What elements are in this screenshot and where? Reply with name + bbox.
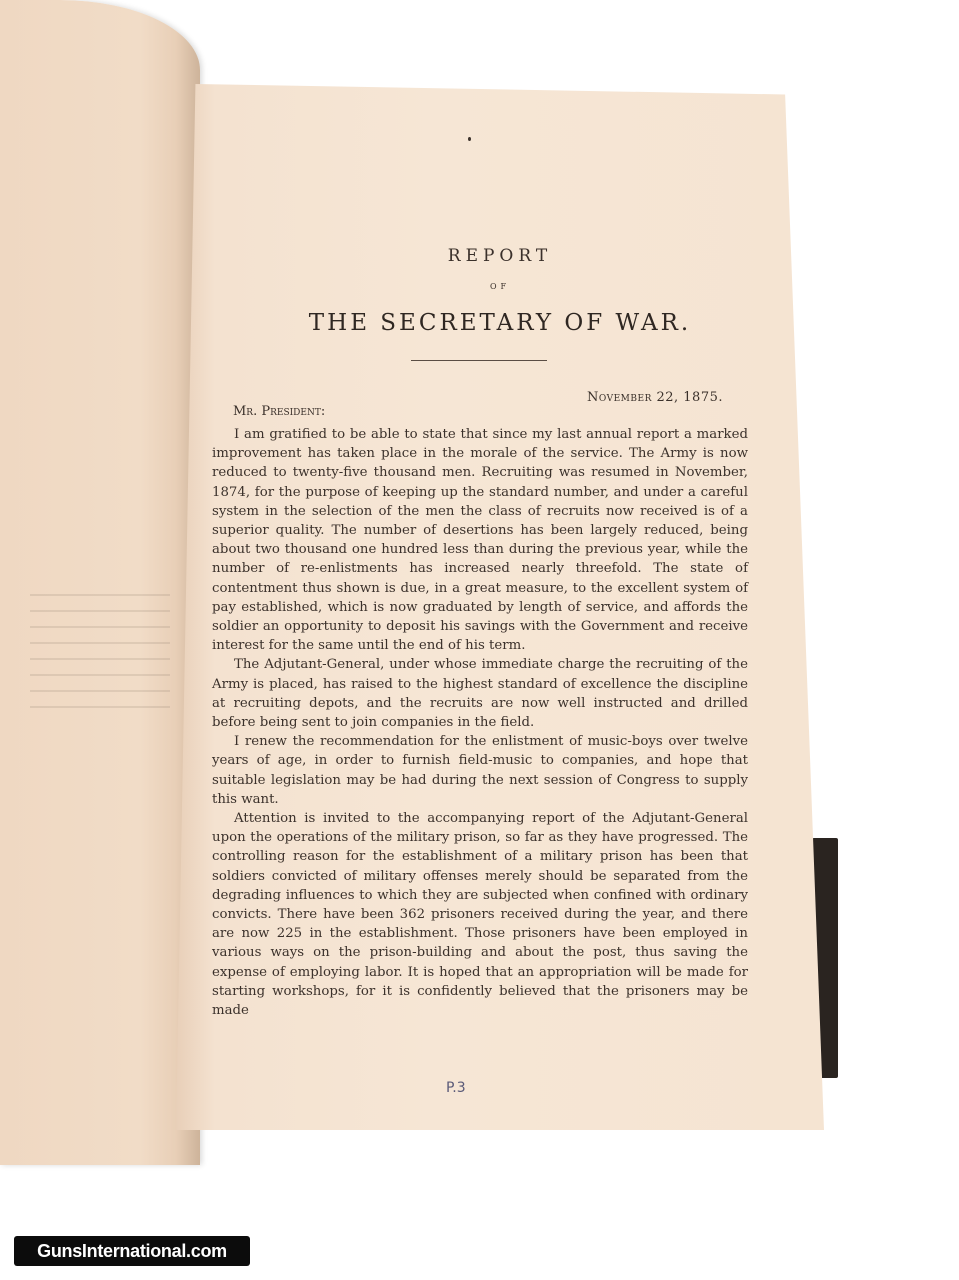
dateline — [587, 390, 723, 405]
heading-of: OF — [489, 282, 511, 291]
bleed-through-marks — [30, 580, 170, 820]
title-rule — [411, 360, 547, 361]
ink-speck — [468, 137, 471, 141]
heading-main-title: THE SECRETARY OF WAR. — [308, 310, 692, 336]
watermark-text: GunsInternational.com — [37, 1240, 227, 1261]
handwritten-page-note: P.3 — [446, 1080, 466, 1096]
heading-report: REPORT — [447, 246, 553, 266]
paragraph: I am gratified to be able to state that since my last annual report a marked improvement has taken place in the morale of the service. The Army is now reduced to twenty-five thousand men. Recruiting was resumed in November, 1874, for the purpose of keeping up the standard number, and under a careful system in the selection of the men the class of recruits now received is of a superior quality. The number of desertions has been largely reduced, being about two thousand one hundred less than during the previous year, while the number of re-enlistments has increased nearly threefold. The state of contentment thus shown is due, in a great measure, to the excellent system of pay established, which is now graduated by length of service, and affords the soldier an opportunity to deposit his savings with the Government and receive interest for the same until the end of his term. — [212, 427, 748, 654]
paragraph: Attention is invited to the accompanying report of the Adjutant-General upon the operations of the military prison, so far as they have progressed. The controlling reason for the establishment of a military prison has been that soldiers convicted of military offenses merely should be separated from the degrading influences to which they are subjected when confined with ordinary convicts. There have been 362 prisoners received during the year, and there are now 225 in the establishment. Those prisoners have been employed in various ways on the prison-building and about the post, thus saving the expense of employing labor. It is hoped that an appropriation will be made for starting workshops, for it is confidently believed that the prisoners may be made — [212, 811, 748, 1019]
paragraph: I renew the recommendation for the enlistment of music-boys over twelve years of age, in order to furnish field-music to companies, and hope that suitable legislation may be had during the next session of Congress to supply this want. — [212, 734, 748, 807]
salutation-text: Mr. President: — [233, 404, 326, 419]
salutation — [233, 404, 325, 419]
report-body — [212, 425, 748, 1020]
paragraph: The Adjutant-General, under whose immediate charge the recruiting of the Army is placed, has raised to the highest standard of excellence the discipline at recruiting depots, and the recruits are now well instructed and drilled before being sent to join companies in the field. — [212, 657, 748, 731]
left-page — [0, 0, 200, 1165]
watermark-logo — [14, 1236, 250, 1266]
date-text: November 22, 1875. — [587, 390, 723, 405]
